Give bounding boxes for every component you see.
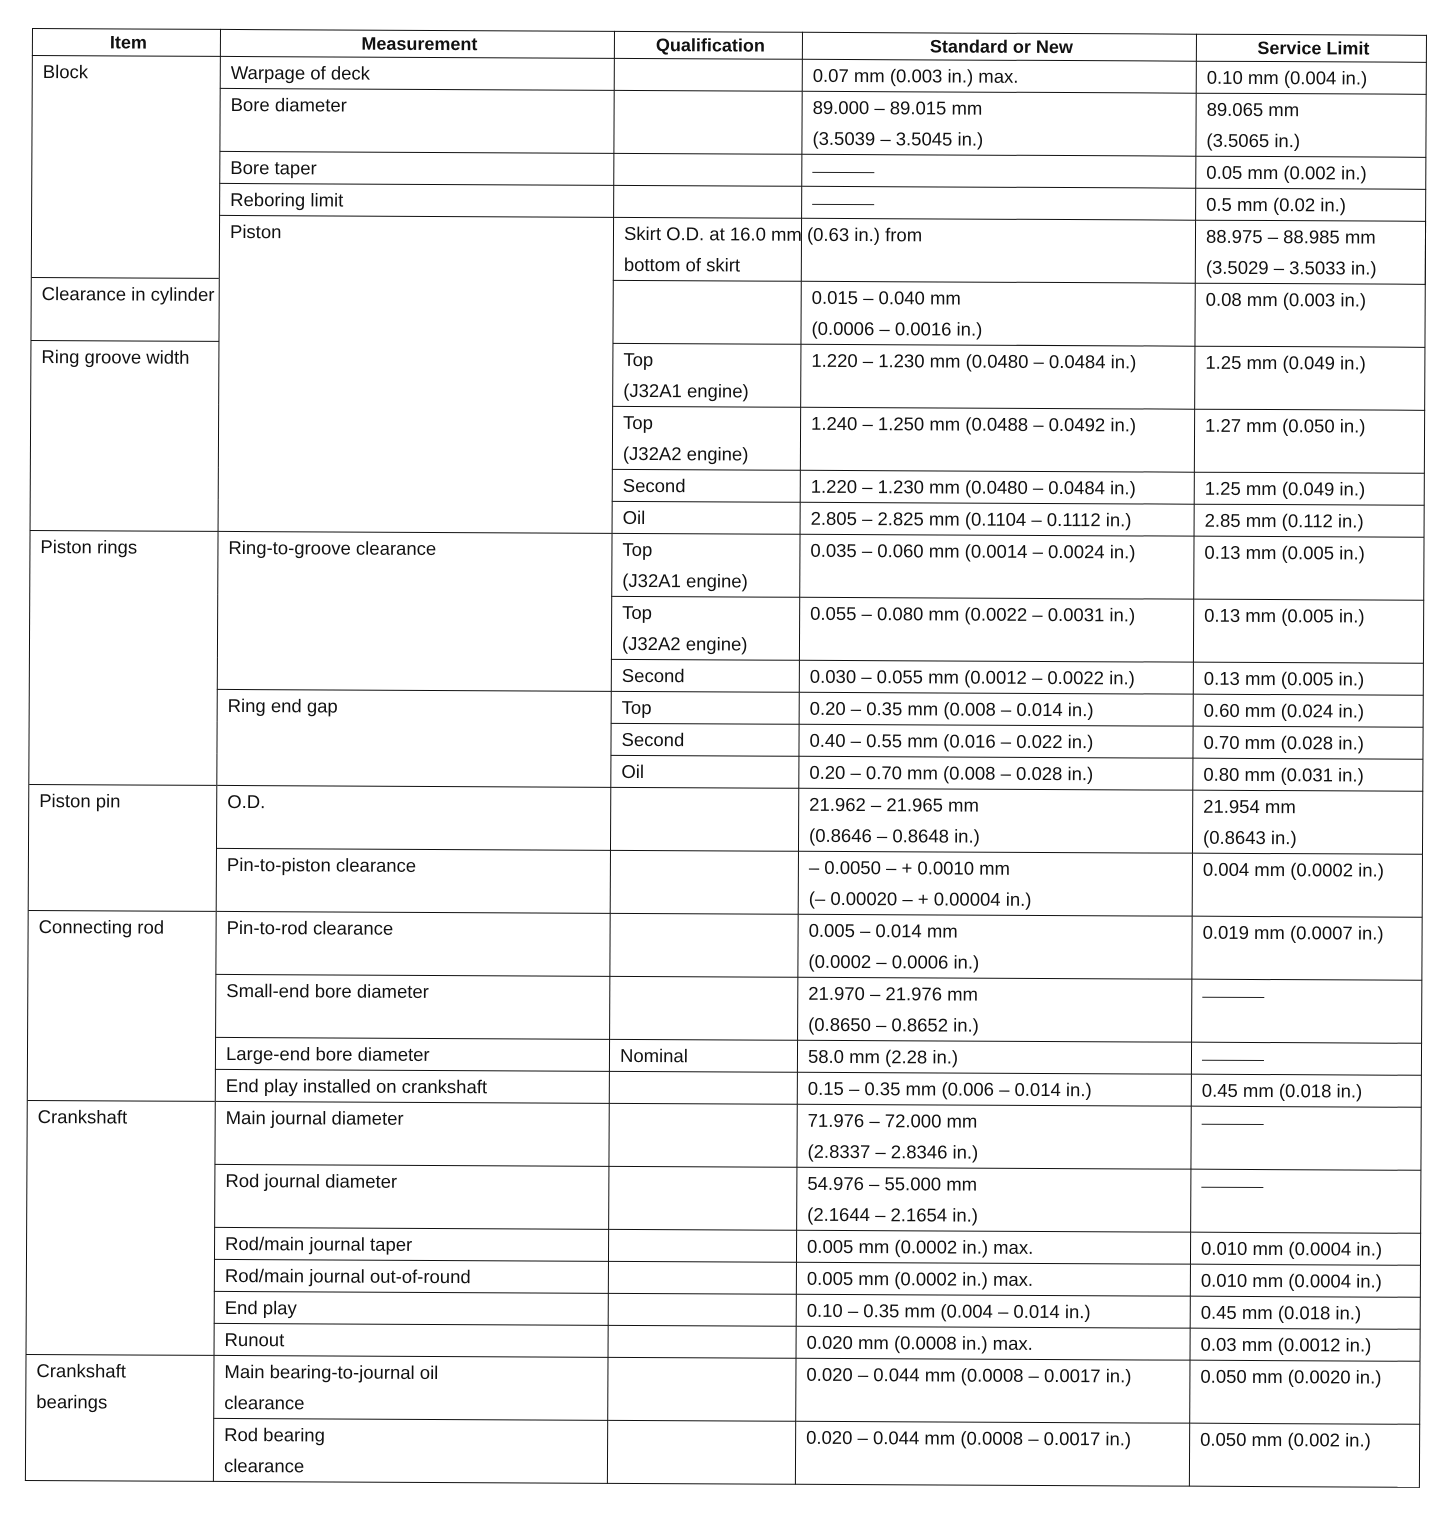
standard-value-inches: (2.8337 – 2.8346 in.) <box>807 1140 979 1163</box>
qualification-label: Top <box>623 411 653 434</box>
limit-value: 0.03 mm (0.0012 in.) <box>1200 1333 1372 1356</box>
standard-value: 0.40 – 0.55 mm (0.016 – 0.022 in.) <box>809 729 1094 753</box>
standard-value: 0.020 mm (0.0008 in.) max. <box>806 1331 1033 1354</box>
header-qualification: Qualification <box>614 31 802 59</box>
standard-cell <box>799 597 1193 662</box>
measurement-cell <box>220 151 614 185</box>
table-row <box>32 88 1426 158</box>
limit-value: 1.25 mm (0.049 in.) <box>1205 351 1366 374</box>
measurement-cell <box>213 1418 607 1483</box>
qualification-cell <box>613 280 801 344</box>
standard-cell <box>801 344 1195 409</box>
standard-value: 0.20 – 0.35 mm (0.008 – 0.014 in.) <box>809 697 1094 721</box>
standard-cell <box>801 281 1195 346</box>
limit-cell <box>1192 790 1422 854</box>
limit-cell <box>1193 726 1423 759</box>
table-row <box>25 1417 1419 1487</box>
standard-value: 0.20 – 0.70 mm (0.008 – 0.028 in.) <box>809 761 1094 785</box>
qualification-cell <box>610 913 798 977</box>
qualification-cell <box>608 1229 796 1262</box>
standard-value: 2.805 – 2.825 mm (0.1104 – 0.1112 in.) <box>810 507 1132 531</box>
table-row <box>28 847 1422 917</box>
qualification-cell <box>612 406 800 470</box>
measurement-cell <box>214 1291 608 1325</box>
measurement-cell <box>31 277 219 341</box>
standard-cell <box>796 1230 1190 1264</box>
item-piston <box>218 215 614 533</box>
limit-cell <box>1190 1296 1420 1329</box>
standard-cell <box>796 1326 1190 1360</box>
measurement-cell <box>214 1259 608 1293</box>
standard-value: 1.220 – 1.230 mm (0.0480 – 0.0484 in.) <box>810 475 1136 499</box>
table-row <box>28 910 1422 980</box>
limit-value-inches: (3.5065 in.) <box>1206 129 1301 152</box>
measurement-cell <box>220 88 614 153</box>
qualification-label: Top <box>622 538 653 561</box>
standard-value-inches: (0.0006 – 0.0016 in.) <box>811 317 983 340</box>
limit-value: 0.45 mm (0.018 in.) <box>1200 1301 1362 1324</box>
qualification-cell <box>608 1357 796 1421</box>
qualification-cell <box>614 153 802 186</box>
standard-value: 0.07 mm (0.003 in.) max. <box>812 64 1019 87</box>
standard-cell <box>802 59 1196 93</box>
limit-cell <box>1194 409 1424 473</box>
qualification-engine: (J32A2 engine) <box>621 632 748 655</box>
specifications-table <box>25 28 1427 1488</box>
not-applicable-dash-icon <box>812 203 874 204</box>
measurement-label: O.D. <box>227 790 266 813</box>
item-label: Piston <box>229 220 282 243</box>
limit-value: 0.70 mm (0.028 in.) <box>1203 731 1364 754</box>
qualification-label: Nominal <box>619 1044 688 1067</box>
qualification-label: Top <box>621 696 652 719</box>
measurement-label: Large-end bore diameter <box>225 1042 430 1065</box>
standard-value: 0.020 – 0.044 mm (0.0008 – 0.0017 in.) <box>806 1426 1132 1450</box>
standard-value: 0.015 – 0.040 mm <box>811 286 961 309</box>
qualification-label: Second <box>621 728 685 751</box>
item-piston-rings <box>29 530 218 785</box>
measurement-label: Ring groove width <box>41 346 190 368</box>
standard-cell <box>798 914 1192 979</box>
qualification-cell <box>609 1039 797 1072</box>
limit-cell <box>1192 979 1422 1043</box>
limit-value: 0.80 mm (0.031 in.) <box>1203 763 1364 786</box>
standard-value: 1.220 – 1.230 mm (0.0480 – 0.0484 in.) <box>811 349 1137 373</box>
qualification-cell <box>610 976 798 1040</box>
limit-cell <box>1191 1169 1421 1233</box>
standard-cell <box>796 1294 1190 1328</box>
limit-value: 89.065 mm <box>1206 98 1300 121</box>
limit-cell <box>1189 1423 1419 1487</box>
measurement-cell <box>214 1227 608 1261</box>
standard-value-inches: (2.1644 – 2.1654 in.) <box>807 1203 979 1226</box>
measurement-label: Rod/main journal taper <box>225 1232 413 1255</box>
standard-value: 0.005 – 0.014 mm <box>808 919 958 942</box>
standard-value: 54.976 – 55.000 mm <box>807 1172 978 1195</box>
standard-cell <box>802 91 1196 156</box>
standard-cell <box>799 724 1193 758</box>
measurement-cell <box>216 974 610 1039</box>
measurement-cell <box>214 1323 608 1357</box>
limit-cell <box>1190 1232 1420 1265</box>
limit-value: 0.004 mm (0.0002 in.) <box>1202 858 1384 881</box>
standard-value-inches: (3.5039 – 3.5045 in.) <box>812 127 984 150</box>
standard-cell <box>797 1104 1191 1169</box>
qualification-cell <box>609 1071 797 1104</box>
limit-value: 0.13 mm (0.005 in.) <box>1203 667 1365 690</box>
limit-value: 2.85 mm (0.112 in.) <box>1204 509 1364 532</box>
limit-value: 0.13 mm (0.005 in.) <box>1204 604 1365 627</box>
qualification-cell <box>611 659 799 692</box>
qualification-cell <box>608 1261 796 1294</box>
qualification-label: Top <box>622 601 653 624</box>
standard-cell <box>1195 220 1425 284</box>
item-crankshaft-bearings <box>25 1354 214 1481</box>
qualification-cell <box>612 469 800 502</box>
measurement-label-cont: clearance <box>223 1454 305 1477</box>
standard-cell <box>799 660 1193 694</box>
limit-value: 0.05 mm (0.002 in.) <box>1206 161 1367 184</box>
limit-value: 0.5 mm (0.02 in.) <box>1206 193 1347 216</box>
measurement-label-cont: clearance <box>224 1391 305 1414</box>
standard-value: 21.970 – 21.976 mm <box>808 982 979 1005</box>
table-row <box>26 1354 1420 1424</box>
qualification-cell <box>608 1325 796 1358</box>
header-service-limit: Service Limit <box>1196 34 1426 62</box>
item-label-cont: bearings <box>36 1391 108 1413</box>
qualification-cell <box>611 596 799 660</box>
limit-value: 0.08 mm (0.003 in.) <box>1205 288 1367 311</box>
limit-value: 1.27 mm (0.050 in.) <box>1205 414 1366 437</box>
qualification-cell <box>609 1103 797 1167</box>
qualification-label: Second <box>622 474 686 497</box>
standard-value: 0.005 mm (0.0002 in.) max. <box>806 1267 1034 1290</box>
table-row <box>28 973 1422 1043</box>
measurement-label: Skirt O.D. at 16.0 mm (0.63 in.) from <box>623 222 923 246</box>
table-row <box>29 688 1423 727</box>
limit-cell <box>1193 599 1423 663</box>
measurement-label-cont: bottom of skirt <box>623 253 741 276</box>
qualification-label <box>625 91 796 123</box>
standard-value: 21.962 – 21.965 mm <box>809 793 979 816</box>
standard-cell <box>797 1167 1191 1232</box>
measurement-cell <box>216 848 610 913</box>
standard-cell <box>797 1040 1191 1074</box>
measurement-cell <box>215 1069 609 1103</box>
limit-value: 0.050 mm (0.0020 in.) <box>1200 1365 1382 1388</box>
limit-value: 0.050 mm (0.002 in.) <box>1200 1428 1371 1451</box>
standard-value: – 0.0050 – + 0.0010 mm <box>808 856 1011 879</box>
limit-value: 0.010 mm (0.0004 in.) <box>1200 1269 1382 1292</box>
measurement-label: End play <box>224 1296 297 1319</box>
limit-cell <box>1196 93 1426 157</box>
item-label: Connecting rod <box>38 916 165 938</box>
item-label: Crankshaft <box>37 1106 128 1128</box>
measurement-label: Clearance in cylinder <box>41 283 215 305</box>
standard-cell <box>799 692 1193 726</box>
limit-value: 0.019 mm (0.0007 in.) <box>1202 921 1384 944</box>
measurement-label: Pin-to-piston clearance <box>226 853 417 876</box>
qualification-label <box>625 59 796 91</box>
standard-cell <box>800 534 1194 599</box>
limit-cell <box>1191 1042 1421 1075</box>
limit-value: 0.13 mm (0.005 in.) <box>1204 541 1365 564</box>
standard-value-inches: (0.0002 – 0.0006 in.) <box>808 950 980 973</box>
limit-value: 1.25 mm (0.049 in.) <box>1204 477 1366 500</box>
qualification-cell <box>612 501 800 534</box>
standard-cell <box>802 154 1196 188</box>
measurement-label: Pin-to-rod clearance <box>226 916 394 939</box>
qualification-label: Top <box>623 348 654 371</box>
standard-cell <box>802 186 1196 220</box>
measurement-cell <box>215 1101 609 1166</box>
qualification-cell <box>610 850 798 914</box>
table-row <box>30 530 1424 600</box>
limit-cell <box>1192 853 1422 917</box>
measurement-label: Ring-to-groove clearance <box>228 536 437 559</box>
limit-cell <box>1191 1074 1421 1107</box>
item-connecting-rod <box>27 910 216 1101</box>
table-row <box>28 784 1422 854</box>
limit-cell <box>1195 346 1425 410</box>
limit-cell <box>1196 188 1426 221</box>
standard-cell <box>797 1072 1191 1106</box>
standard-value: 88.975 – 88.985 mm <box>1205 225 1376 248</box>
limit-value: 0.45 mm (0.018 in.) <box>1201 1079 1363 1102</box>
qualification-cell <box>607 1420 795 1484</box>
standard-value: 0.10 – 0.35 mm (0.004 – 0.014 in.) <box>806 1299 1091 1323</box>
standard-value: 0.055 – 0.080 mm (0.0022 – 0.0031 in.) <box>810 602 1136 626</box>
limit-value: 0.10 mm (0.004 in.) <box>1206 66 1368 89</box>
qualification-cell <box>611 691 799 724</box>
limit-cell <box>1193 662 1423 695</box>
measurement-label: End play installed on crankshaft <box>225 1074 488 1098</box>
qualification-label: Oil <box>622 506 646 529</box>
limit-cell <box>1193 758 1423 791</box>
item-label: Piston pin <box>39 790 121 812</box>
item-label: Piston rings <box>40 536 138 558</box>
header-standard: Standard or New <box>802 32 1196 61</box>
qualification-cell <box>609 1166 797 1230</box>
standard-value: 1.240 – 1.250 mm (0.0488 – 0.0492 in.) <box>811 412 1137 436</box>
qualification-cell <box>613 343 801 407</box>
limit-cell <box>1195 283 1425 347</box>
limit-cell <box>1192 916 1422 980</box>
qualification-cell <box>612 533 800 597</box>
header-measurement: Measurement <box>220 29 614 58</box>
measurement-cell <box>220 183 614 217</box>
not-applicable-dash-icon <box>1202 1123 1264 1124</box>
measurement-label: Small-end bore diameter <box>226 979 429 1002</box>
standard-value-inches: (0.8650 – 0.8652 in.) <box>808 1013 979 1036</box>
qualification-label: Oil <box>621 760 645 782</box>
qualification-engine: (J32A2 engine) <box>622 442 749 465</box>
standard-value: 71.976 – 72.000 mm <box>807 1109 978 1132</box>
standard-value: 0.15 – 0.35 mm (0.006 – 0.014 in.) <box>807 1077 1092 1101</box>
standard-value: 58.0 mm (2.28 in.) <box>807 1045 959 1068</box>
limit-cell <box>1196 156 1426 189</box>
item-label: Block <box>42 61 89 83</box>
table-row <box>31 215 1425 285</box>
not-applicable-dash-icon <box>1201 1186 1263 1187</box>
standard-value: 0.005 mm (0.0002 in.) max. <box>807 1235 1034 1258</box>
measurement-cell <box>220 56 614 90</box>
measurement-cell <box>217 689 611 787</box>
measurement-label: Ring end gap <box>227 694 338 717</box>
qualification-cell <box>614 185 802 218</box>
limit-cell <box>1194 536 1424 600</box>
standard-value: 0.030 – 0.055 mm (0.0012 – 0.0022 in.) <box>809 665 1135 689</box>
limit-value: 21.954 mm <box>1203 795 1296 818</box>
qualification-engine: (J32A1 engine) <box>623 379 749 402</box>
measurement-cell <box>216 785 610 850</box>
measurement-cell <box>217 531 612 691</box>
measurement-label: Warpage of deck <box>230 61 371 84</box>
measurement-label: Main bearing-to-journal oil <box>224 1360 439 1384</box>
qualification-cell <box>608 1293 796 1326</box>
standard-cell <box>798 977 1192 1042</box>
standard-value: 0.035 – 0.060 mm (0.0014 – 0.0024 in.) <box>810 539 1136 563</box>
table-row <box>27 1163 1421 1233</box>
qualification-cell <box>610 787 798 851</box>
measurement-cell <box>215 1164 609 1229</box>
standard-cell <box>798 788 1192 853</box>
limit-value-inches: (0.8643 in.) <box>1203 826 1297 849</box>
measurement-label: Bore diameter <box>230 93 347 116</box>
standard-cell <box>796 1358 1190 1423</box>
item-piston-pin <box>28 784 217 911</box>
measurement-cell <box>215 1037 609 1071</box>
limit-cell <box>1194 504 1424 537</box>
standard-value-inches: (– 0.00020 – + 0.00004 in.) <box>808 887 1032 910</box>
standard-cell <box>798 851 1192 916</box>
measurement-label: Runout <box>224 1328 285 1351</box>
standard-value-inches: (3.5029 – 3.5033 in.) <box>1205 256 1377 279</box>
standard-cell <box>796 1262 1190 1296</box>
table-row <box>27 1100 1421 1170</box>
limit-cell <box>1190 1328 1420 1361</box>
measurement-label: Main journal diameter <box>225 1106 404 1129</box>
standard-cell <box>800 407 1194 472</box>
not-applicable-dash-icon <box>812 171 874 172</box>
measurement-label: Rod/main journal out-of-round <box>224 1264 471 1288</box>
standard-cell <box>800 502 1194 536</box>
limit-cell <box>1190 1360 1420 1424</box>
item-block <box>31 56 220 279</box>
standard-value: 0.020 – 0.044 mm (0.0008 – 0.0017 in.) <box>806 1363 1132 1387</box>
standard-value: 89.000 – 89.015 mm <box>812 96 983 119</box>
limit-value: 0.60 mm (0.024 in.) <box>1203 699 1365 722</box>
not-applicable-dash-icon <box>1202 1059 1264 1060</box>
limit-cell <box>1196 61 1426 94</box>
not-applicable-dash-icon <box>1202 996 1264 997</box>
measurement-cell <box>613 217 923 281</box>
limit-cell <box>1190 1264 1420 1297</box>
limit-cell <box>1191 1106 1421 1170</box>
qualification-cell <box>611 723 799 756</box>
qualification-cell <box>611 755 799 788</box>
limit-cell <box>1193 694 1423 727</box>
measurement-label: Rod bearing <box>224 1423 325 1446</box>
standard-value-inches: (0.8646 – 0.8648 in.) <box>809 824 980 847</box>
measurement-cell <box>214 1355 608 1420</box>
limit-cell <box>1194 472 1424 505</box>
standard-cell <box>799 756 1193 790</box>
qualification-cell <box>614 58 802 91</box>
measurement-label: Bore taper <box>230 156 317 179</box>
measurement-label: Reboring limit <box>230 188 344 211</box>
qualification-label: Second <box>621 664 685 687</box>
qualification-cell <box>614 90 802 154</box>
standard-cell <box>795 1421 1189 1486</box>
item-label: Crankshaft <box>36 1360 126 1382</box>
header-item: Item <box>32 29 220 57</box>
item-crankshaft <box>26 1100 215 1355</box>
limit-value: 0.010 mm (0.0004 in.) <box>1200 1237 1383 1260</box>
qualification-engine: (J32A1 engine) <box>622 569 748 592</box>
measurement-label: Rod journal diameter <box>225 1169 398 1192</box>
measurement-cell <box>30 340 219 531</box>
standard-cell <box>800 470 1194 504</box>
measurement-cell <box>216 911 610 976</box>
